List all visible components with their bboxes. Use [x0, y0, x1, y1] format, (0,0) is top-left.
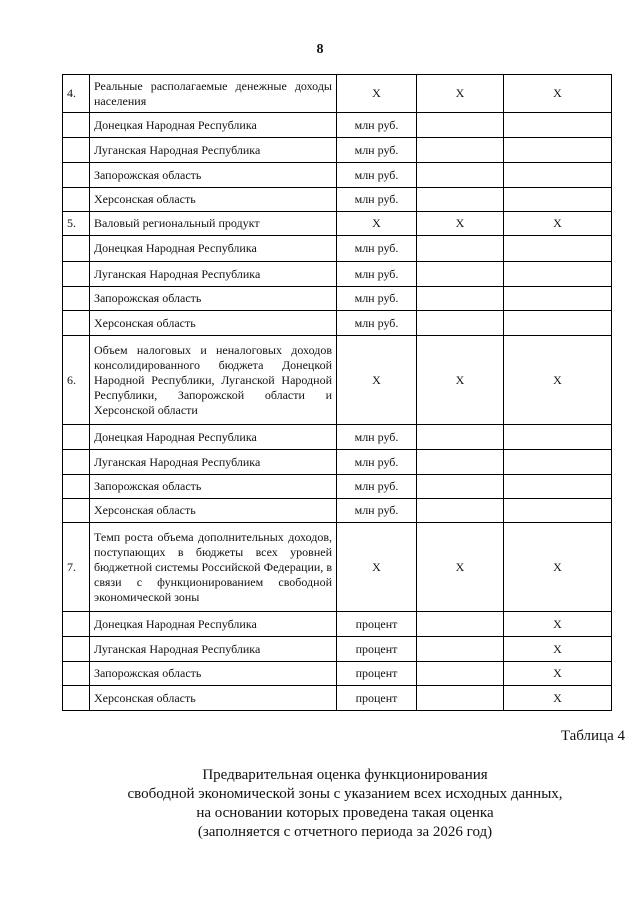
row-name: Херсонская область — [90, 188, 337, 212]
row-name: Луганская Народная Республика — [90, 262, 337, 287]
region-row — [63, 163, 612, 188]
row-value-1 — [417, 425, 504, 450]
row-unit: млн руб. — [337, 262, 417, 287]
row-number — [63, 311, 90, 336]
row-number — [63, 662, 90, 686]
row-unit: X — [337, 336, 417, 425]
row-name: Валовый региональный продукт — [90, 212, 337, 236]
row-value-1 — [417, 475, 504, 499]
row-value-2 — [504, 188, 612, 212]
row-value-2: X — [504, 686, 612, 711]
row-unit: процент — [337, 686, 417, 711]
row-name: Донецкая Народная Республика — [90, 236, 337, 262]
heading-line: на основании которых проведена такая оценка — [196, 805, 494, 821]
row-value-2: X — [504, 336, 612, 425]
row-value-2: X — [504, 662, 612, 686]
row-value-1: X — [417, 523, 504, 612]
row-value-1 — [417, 662, 504, 686]
row-number: 7. — [63, 523, 90, 612]
row-value-1 — [417, 686, 504, 711]
row-value-2 — [504, 287, 612, 311]
row-number — [63, 138, 90, 163]
row-value-1 — [417, 499, 504, 523]
row-unit: млн руб. — [337, 450, 417, 475]
row-unit: млн руб. — [337, 311, 417, 336]
row-number — [63, 450, 90, 475]
region-row — [63, 287, 612, 311]
row-value-1: X — [417, 212, 504, 236]
row-number — [63, 262, 90, 287]
indicator-row — [63, 523, 612, 612]
row-name: Донецкая Народная Республика — [90, 425, 337, 450]
row-unit: X — [337, 523, 417, 612]
row-value-2: X — [504, 523, 612, 612]
indicator-row — [63, 336, 612, 425]
row-value-2: X — [504, 637, 612, 662]
row-value-1 — [417, 450, 504, 475]
row-unit: млн руб. — [337, 163, 417, 188]
row-number — [63, 499, 90, 523]
row-number — [63, 637, 90, 662]
region-row — [63, 262, 612, 287]
row-value-1 — [417, 188, 504, 212]
row-unit: млн руб. — [337, 138, 417, 163]
row-unit: X — [337, 212, 417, 236]
row-unit: млн руб. — [337, 113, 417, 138]
row-name: Луганская Народная Республика — [90, 138, 337, 163]
row-name: Темп роста объема дополнительных доходов, поступающих в бюджеты всех уровней бюджетной системы Российской Федерации, в связи с функционированием свободной экономической зоны — [90, 523, 337, 612]
row-number: 4. — [63, 75, 90, 113]
region-row — [63, 113, 612, 138]
row-name: Донецкая Народная Республика — [90, 113, 337, 138]
row-number — [63, 113, 90, 138]
region-row — [63, 662, 612, 686]
row-value-2: X — [504, 612, 612, 637]
row-value-1 — [417, 163, 504, 188]
region-row — [63, 499, 612, 523]
row-number — [63, 188, 90, 212]
row-unit: процент — [337, 637, 417, 662]
row-unit: млн руб. — [337, 236, 417, 262]
row-value-2 — [504, 163, 612, 188]
row-name: Луганская Народная Республика — [90, 637, 337, 662]
row-value-2 — [504, 475, 612, 499]
row-name: Луганская Народная Республика — [90, 450, 337, 475]
region-row — [63, 425, 612, 450]
row-value-1: X — [417, 75, 504, 113]
row-value-2 — [504, 236, 612, 262]
row-unit: млн руб. — [337, 287, 417, 311]
row-value-1 — [417, 287, 504, 311]
row-value-1 — [417, 637, 504, 662]
region-row — [63, 475, 612, 499]
row-value-2: X — [504, 212, 612, 236]
row-name: Херсонская область — [90, 311, 337, 336]
row-unit: X — [337, 75, 417, 113]
row-value-2 — [504, 499, 612, 523]
indicators-table — [62, 74, 612, 711]
row-unit: процент — [337, 612, 417, 637]
table-caption: Таблица 4 — [560, 728, 625, 744]
row-name: Объем налоговых и неналоговых доходов консолидированного бюджета Донецкой Народной Республики, Луганской Народной Республики, Запорожской области и Херсонской области — [90, 336, 337, 425]
row-value-2 — [504, 138, 612, 163]
row-value-1 — [417, 138, 504, 163]
row-name: Реальные располагаемые денежные доходы населения — [90, 75, 337, 113]
row-number: 5. — [63, 212, 90, 236]
table-heading — [0, 766, 640, 842]
row-value-2 — [504, 425, 612, 450]
row-value-2 — [504, 311, 612, 336]
row-number: 6. — [63, 336, 90, 425]
heading-line: свободной экономической зоны с указанием всех исходных данных, — [127, 786, 563, 802]
heading-line: Предварительная оценка функционирования — [202, 767, 488, 783]
region-row — [63, 138, 612, 163]
row-number — [63, 425, 90, 450]
row-name: Запорожская область — [90, 662, 337, 686]
row-unit: млн руб. — [337, 188, 417, 212]
row-number — [63, 287, 90, 311]
row-unit: процент — [337, 662, 417, 686]
row-name: Запорожская область — [90, 287, 337, 311]
row-value-1 — [417, 262, 504, 287]
row-value-2 — [504, 262, 612, 287]
region-row — [63, 637, 612, 662]
region-row — [63, 311, 612, 336]
row-value-2: X — [504, 75, 612, 113]
row-value-1 — [417, 236, 504, 262]
row-value-1 — [417, 612, 504, 637]
row-number — [63, 612, 90, 637]
page-number: 8 — [316, 42, 324, 57]
row-value-1: X — [417, 336, 504, 425]
row-name: Херсонская область — [90, 499, 337, 523]
indicator-row — [63, 75, 612, 113]
region-row — [63, 612, 612, 637]
row-value-1 — [417, 113, 504, 138]
region-row — [63, 450, 612, 475]
region-row — [63, 236, 612, 262]
row-number — [63, 686, 90, 711]
indicator-row — [63, 212, 612, 236]
heading-line: (заполняется с отчетного периода за 2026 год) — [197, 824, 493, 840]
row-name: Запорожская область — [90, 475, 337, 499]
row-unit: млн руб. — [337, 475, 417, 499]
indicators-table-body — [63, 75, 612, 711]
region-row — [63, 686, 612, 711]
region-row — [63, 188, 612, 212]
row-value-1 — [417, 311, 504, 336]
row-name: Донецкая Народная Республика — [90, 612, 337, 637]
row-number — [63, 236, 90, 262]
row-number — [63, 163, 90, 188]
row-unit: млн руб. — [337, 499, 417, 523]
row-number — [63, 475, 90, 499]
row-value-2 — [504, 113, 612, 138]
row-name: Херсонская область — [90, 686, 337, 711]
row-name: Запорожская область — [90, 163, 337, 188]
row-unit: млн руб. — [337, 425, 417, 450]
row-value-2 — [504, 450, 612, 475]
